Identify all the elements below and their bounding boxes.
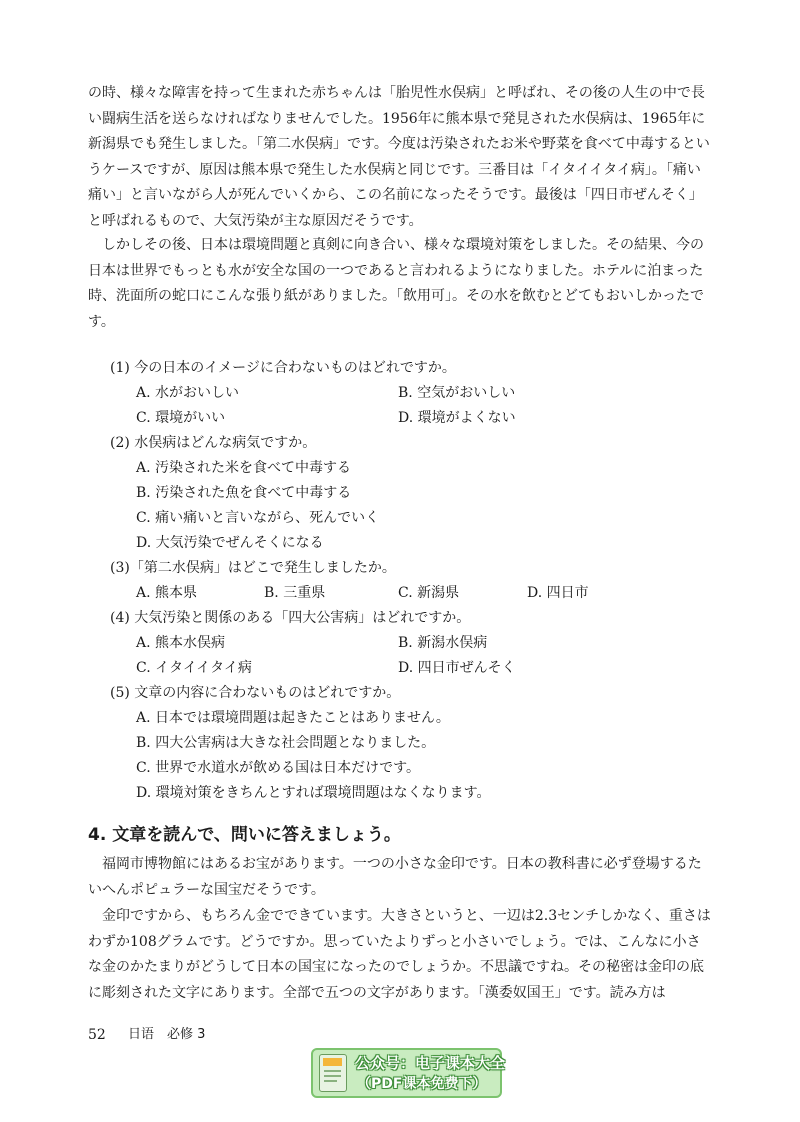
- q5-option-a: A. 日本では環境問題は起きたことはありません。: [136, 710, 450, 726]
- watermark-stamp: [311, 1048, 506, 1098]
- q2-option-d: D. 大気汚染でぜんそくになる: [136, 535, 324, 551]
- q4-option-a: A. 熊本水俣病: [136, 635, 226, 651]
- q2-option-c: C. 痛い痛いと言いながら、死んでいく: [136, 510, 380, 526]
- section-4-paragraph: 福岡市博物館にはあるお宝があります。一つの小さな金印です。日本の教科書に必ず登場するたいへんポピュラーな国宝だそうです。: [88, 856, 702, 898]
- page-number: 52: [88, 1027, 106, 1043]
- q5-option-c: C. 世界で水道水が飲める国は日本だけです。: [136, 760, 420, 776]
- question-4-label: (4) 大気汚染と関係のある「四大公害病」はどれですか。: [110, 610, 471, 626]
- book-title: 日语 必修 3: [128, 1027, 206, 1042]
- q3-option-d: D. 四日市: [527, 585, 589, 601]
- watermark-line-2: （PDF课本免费下）: [357, 1076, 487, 1092]
- watermark-line-1: 公众号：电子课本大全: [355, 1054, 506, 1072]
- q3-option-a: A. 熊本県: [136, 585, 198, 601]
- passage-paragraph: しかしその後、日本は環境問題と真剣に向き合い、様々な環境対策をしました。その結果、今の日本は世界でもっとも水が安全な国の一つであると言われるようになりました。ホテルに泊まった時、洗面所の蛇口にこんな張り紙がありました。「飲用可」。その水を飲むとどてもおいしかったです。: [88, 237, 704, 330]
- q4-option-d: D. 四日市ぜんそく: [398, 660, 516, 676]
- q5-option-d: D. 環境対策をきちんとすれば環境問題はなくなります。: [136, 785, 491, 801]
- q4-option-b: B. 新潟水俣病: [398, 635, 488, 651]
- section-4-heading: 4. 文章を読んで、問いに答えましょう。: [88, 825, 401, 845]
- q4-option-c: C. イタイイタイ病: [136, 660, 252, 676]
- q2-option-b: B. 汚染された魚を食べて中毒する: [136, 485, 352, 501]
- q1-option-c: C. 環境がいい: [136, 410, 226, 426]
- q1-option-d: D. 環境がよくない: [398, 410, 516, 426]
- q3-option-b: B. 三重県: [264, 585, 326, 601]
- q2-option-a: A. 汚染された米を食べて中毒する: [136, 460, 352, 476]
- section-4-paragraph: 金印ですから、もちろん金でできています。大きさというと、一辺は2.3センチしかなく、重さはわずか108グラムです。どうですか。思っていたよりずっと小さいでしょう。では、こんなに小さな金のかたまりがどうして日本の国宝になったのでしょうか。不思議ですね。その秘密は金印の底に彫刻された文字にあります。全部で五つの文字があります。「漢委奴国王」です。読み方は: [88, 908, 711, 1001]
- q5-option-b: B. 四大公害病は大きな社会問題となりました。: [136, 735, 436, 751]
- question-2-label: (2) 水俣病はどんな病気ですか。: [110, 435, 317, 451]
- question-1-label: (1) 今の日本のイメージに合わないものはどれですか。: [110, 360, 456, 376]
- book-icon: [319, 1054, 347, 1092]
- q3-option-c: C. 新潟県: [398, 585, 460, 601]
- q1-option-a: A. 水がおいしい: [136, 385, 240, 401]
- q1-option-b: B. 空気がおいしい: [398, 385, 516, 401]
- question-5-label: (5) 文章の内容に合わないものはどれですか。: [110, 685, 401, 701]
- question-3-label: (3)「第二水俣病」はどこで発生しましたか。: [110, 560, 396, 576]
- passage-paragraph: の時、様々な障害を持って生まれた赤ちゃんは「胎児性水俣病」と呼ばれ、その後の人生の中で長い闘病生活を送らなければなりませんでした。1956年に熊本県で発見された水俣病は、1965年に新潟県でも発生しました。「第二水俣病」です。今度は汚染されたお米や野菜を食べて中毒するというケースですが、原因は熊本県で発生した水俣病と同じです。三番目は「イタイイタイ病」。「痛い痛い」と言いながら人が死んでいくから、この名前になったそうです。最後は「四日市ぜんそく」と呼ばれるもので、大気汚染が主な原因だそうです。: [88, 85, 710, 229]
